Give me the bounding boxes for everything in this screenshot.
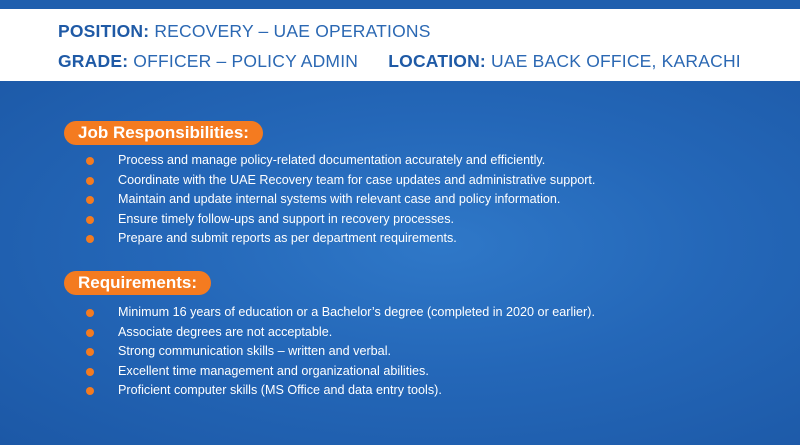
location-value: UAE BACK OFFICE, KARACHI	[491, 51, 741, 71]
list-item-text: Proficient computer skills (MS Office and data entry tools).	[118, 383, 442, 398]
bullet-icon	[86, 309, 94, 317]
grade-label: GRADE:	[58, 51, 129, 71]
list-item	[86, 210, 595, 230]
job-header	[0, 9, 800, 81]
list-item	[86, 151, 595, 171]
list-item	[86, 190, 595, 210]
bullet-icon	[86, 196, 94, 204]
list-item	[86, 171, 595, 191]
position-label: POSITION:	[58, 21, 150, 41]
bullet-icon	[86, 348, 94, 356]
list-item	[86, 362, 595, 382]
list-item-text: Prepare and submit reports as per department requirements.	[118, 231, 457, 246]
bullet-icon	[86, 368, 94, 376]
list-item-text: Minimum 16 years of education or a Bachelor’s degree (completed in 2020 or earlier).	[118, 305, 595, 319]
top-strip	[0, 0, 800, 9]
responsibilities-heading: Job Responsibilities:	[64, 121, 263, 145]
list-item-text: Ensure timely follow-ups and support in recovery processes.	[118, 211, 454, 226]
bullet-icon	[86, 216, 94, 224]
location-label: LOCATION:	[388, 51, 486, 71]
list-item-text: Excellent time management and organizational abilities.	[118, 363, 429, 378]
list-item-text: Strong communication skills – written and verbal.	[118, 344, 391, 359]
list-item-text: Associate degrees are not acceptable.	[118, 324, 333, 339]
position-value: RECOVERY – UAE OPERATIONS	[154, 21, 431, 41]
grade-location-line	[58, 51, 741, 72]
list-item	[86, 381, 595, 401]
requirements-heading: Requirements:	[64, 271, 211, 295]
bullet-icon	[86, 329, 94, 337]
requirements-list	[86, 303, 595, 401]
position-line	[58, 21, 431, 42]
list-item-text: Coordinate with the UAE Recovery team for case updates and administrative support.	[118, 172, 596, 187]
list-item	[86, 303, 595, 323]
list-item	[86, 323, 595, 343]
bullet-icon	[86, 387, 94, 395]
list-item	[86, 229, 595, 249]
list-item-text: Maintain and update internal systems with relevant case and policy information.	[118, 192, 561, 207]
grade-value: OFFICER – POLICY ADMIN	[133, 51, 359, 71]
bullet-icon	[86, 177, 94, 185]
bullet-icon	[86, 157, 94, 165]
list-item	[86, 342, 595, 362]
bullet-icon	[86, 235, 94, 243]
responsibilities-list	[86, 151, 595, 249]
list-item-text: Process and manage policy-related documentation accurately and efficiently.	[118, 153, 546, 167]
